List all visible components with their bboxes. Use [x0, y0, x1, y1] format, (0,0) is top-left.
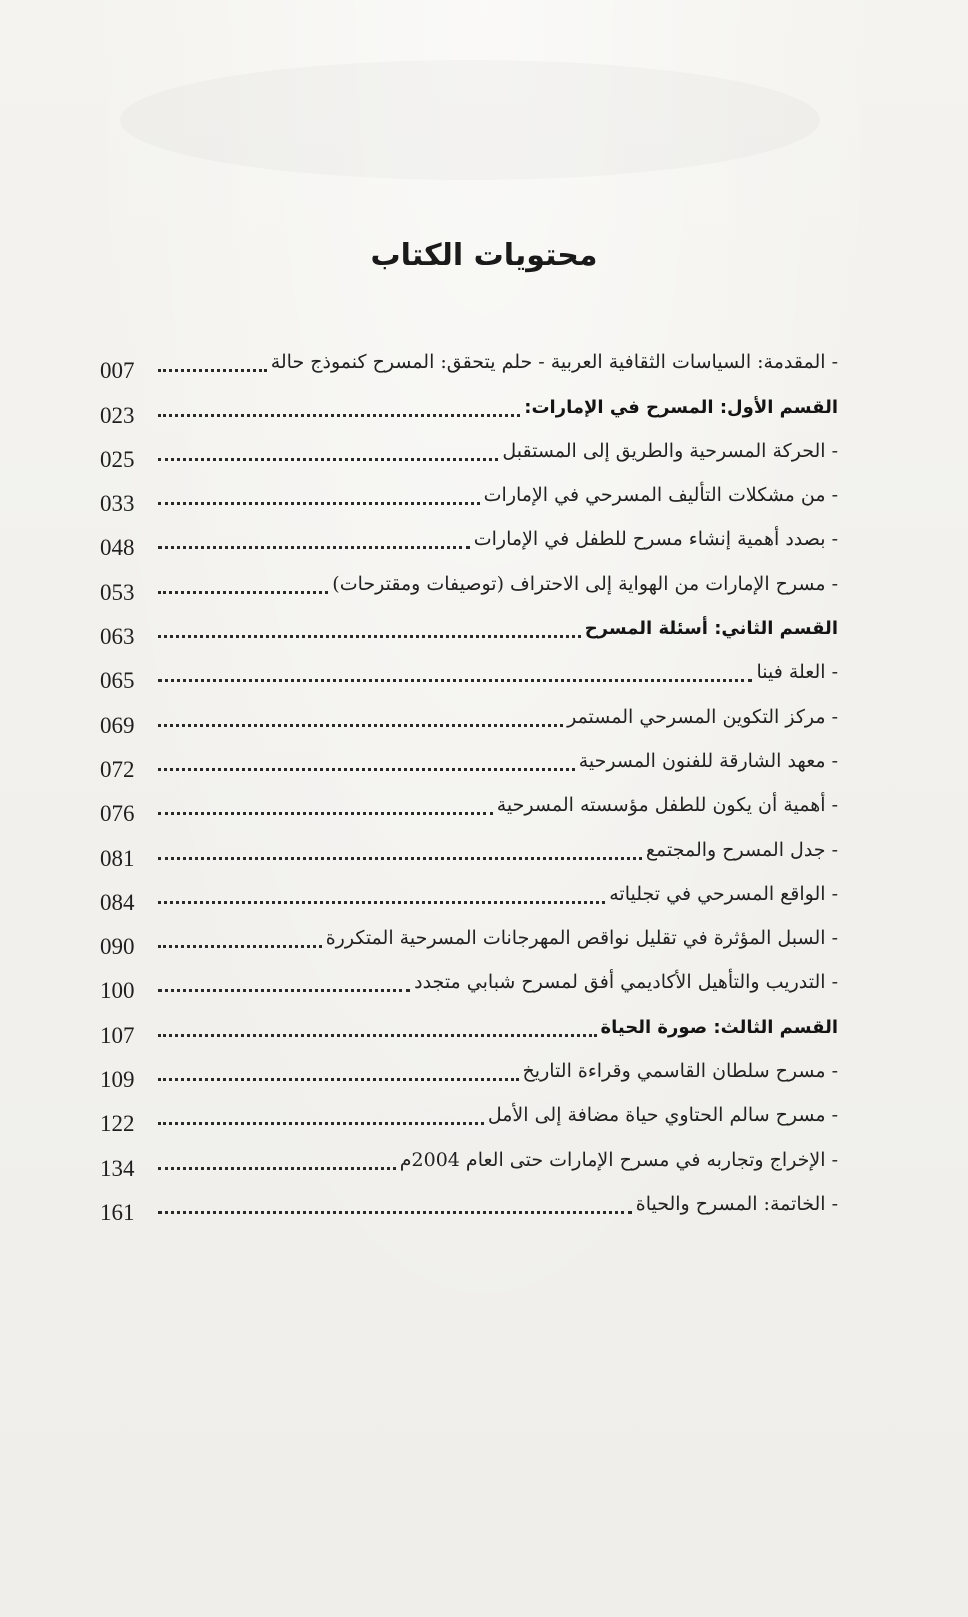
toc-dot-leader	[158, 1122, 484, 1125]
toc-dot-leader	[158, 414, 520, 417]
toc-entry-title: - الإخراج وتجاربه في مسرح الإمارات حتى العام 2004م	[399, 1148, 838, 1171]
toc-entry-title: - السبل المؤثرة في تقليل نواقص المهرجانات المسرحية المتكررة	[325, 927, 838, 950]
toc-entry-row	[100, 1174, 838, 1225]
toc-entry-title: - جدل المسرح والمجتمع	[645, 838, 838, 861]
toc-dot-leader	[158, 546, 470, 549]
toc-entry-row	[100, 775, 838, 827]
toc-entry-title: - مسرح سالم الحتاوي حياة مضافة إلى الأمل	[487, 1104, 838, 1127]
toc-page-number: 072	[100, 756, 135, 782]
toc-entry-row	[100, 332, 838, 384]
toc-page-number: 100	[100, 978, 135, 1004]
toc-entry-title: - مركز التكوين المسرحي المستمر	[567, 705, 838, 728]
toc-section-title: القسم الثالث: صورة الحياة	[600, 1016, 838, 1038]
toc-dot-leader	[158, 679, 752, 682]
toc-dot-leader	[158, 1167, 396, 1170]
toc-entry-row	[100, 819, 838, 871]
toc-dot-leader	[158, 812, 493, 815]
toc-entry-title: - أهمية أن يكون للطفل مؤسسته المسرحية	[496, 794, 838, 817]
toc-dot-leader	[158, 502, 480, 505]
toc-entry-row	[100, 1129, 838, 1181]
toc-page-number: 065	[100, 668, 135, 694]
toc-dot-leader	[158, 989, 410, 992]
toc-dot-leader	[158, 857, 642, 860]
toc-page-number: 025	[100, 446, 135, 472]
toc-section-row	[100, 598, 838, 650]
toc-page-number: 053	[100, 579, 135, 605]
toc-page-number: 081	[100, 845, 135, 871]
toc-dot-leader	[158, 768, 575, 771]
toc-section-row	[100, 996, 838, 1048]
toc-dot-leader	[158, 1034, 597, 1037]
toc-page-number: 134	[100, 1155, 135, 1181]
toc-entry-title: - الخاتمة: المسرح والحياة	[635, 1192, 838, 1215]
toc-entry-row	[100, 1041, 838, 1093]
toc-page-number: 033	[100, 491, 135, 517]
toc-entry-title: - التدريب والتأهيل الأكاديمي أفق لمسرح شبابي متجدد	[414, 971, 838, 994]
toc-entry-row	[100, 421, 838, 472]
toc-entry-row	[100, 864, 838, 915]
toc-entry-row	[100, 731, 838, 782]
toc-section-title: القسم الأول: المسرح في الإمارات:	[524, 396, 838, 418]
toc-entry-title: - من مشكلات التأليف المسرحي في الإمارات	[483, 484, 838, 507]
toc-dot-leader	[158, 458, 498, 461]
toc-page-number: 023	[100, 402, 135, 428]
toc-page-number: 063	[100, 624, 135, 650]
toc-entry-row	[100, 642, 838, 694]
toc-dot-leader	[158, 369, 267, 372]
toc-entry-row	[100, 509, 838, 561]
toc-entry-row	[100, 465, 838, 517]
toc-dot-leader	[158, 1211, 632, 1214]
paper-smudge	[120, 60, 820, 180]
toc-page-number: 007	[100, 358, 135, 384]
toc-entry-row	[100, 553, 838, 605]
toc-section-row	[100, 376, 838, 428]
toc-entry-title: - الحركة المسرحية والطريق إلى المستقبل	[502, 439, 838, 462]
toc-page-number: 076	[100, 801, 135, 827]
page-title: محتويات الكتاب	[370, 238, 598, 273]
toc-entry-title: - معهد الشارقة للفنون المسرحية	[578, 749, 838, 772]
toc-entry-row	[100, 908, 838, 960]
toc-entry-title: - الواقع المسرحي في تجلياته	[609, 882, 838, 905]
toc-entry-row	[100, 952, 838, 1004]
toc-entry-title: - بصدد أهمية إنشاء مسرح للطفل في الإمارات	[473, 528, 838, 551]
toc-section-title: القسم الثاني: أسئلة المسرح	[584, 618, 838, 640]
toc-page-number: 069	[100, 712, 135, 738]
toc-entry-title: - المقدمة: السياسات الثقافية العربية - حلم يتحقق: المسرح كنموذج حالة	[270, 351, 838, 374]
table-of-contents	[100, 332, 838, 1225]
toc-page-number: 161	[100, 1199, 135, 1225]
toc-dot-leader	[158, 635, 581, 638]
toc-page-number: 048	[100, 535, 135, 561]
toc-entry-row	[100, 686, 838, 738]
toc-entry-title: - العلة فينا	[756, 661, 838, 684]
toc-dot-leader	[158, 1078, 519, 1081]
toc-entry-title: - مسرح سلطان القاسمي وقراءة التاريخ	[522, 1060, 838, 1083]
toc-dot-leader	[158, 901, 605, 904]
toc-entry-title: - مسرح الإمارات من الهواية إلى الاحتراف (توصيفات ومقترحات)	[332, 572, 838, 595]
toc-page-number: 090	[100, 934, 135, 960]
toc-page-number: 107	[100, 1022, 135, 1048]
toc-dot-leader	[158, 591, 328, 594]
toc-page-number: 122	[100, 1111, 135, 1137]
toc-entry-row	[100, 1085, 838, 1137]
toc-dot-leader	[158, 945, 322, 948]
toc-page-number: 084	[100, 889, 135, 915]
toc-dot-leader	[158, 724, 563, 727]
toc-page-number: 109	[100, 1067, 135, 1093]
